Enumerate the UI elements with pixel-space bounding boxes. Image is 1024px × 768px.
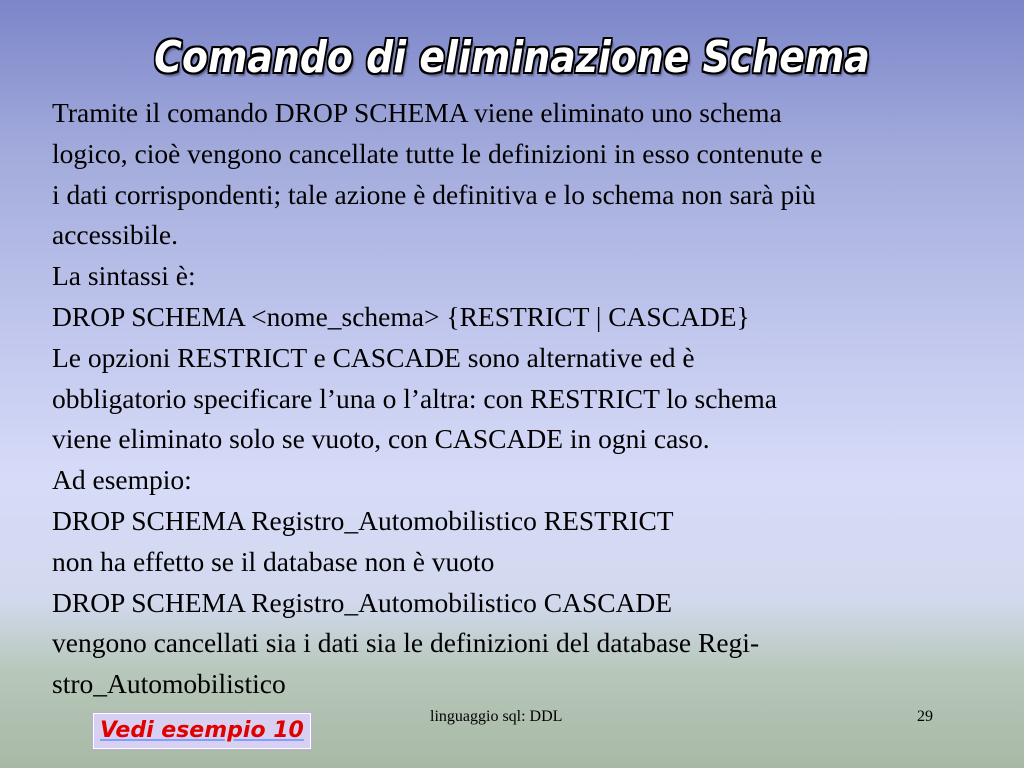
body-line: Ad esempio: — [52, 464, 192, 496]
body-line: DROP SCHEMA <nome_schema> {RESTRICT | CASCADE} — [52, 300, 750, 332]
body-line: logico, cioè vengono cancellate tutte le definizioni in esso contenute e — [52, 137, 823, 169]
slide-title: Comando di eliminazione Schema — [154, 32, 870, 83]
body-line: Le opzioni RESTRICT e CASCADE sono alternative ed è — [52, 341, 695, 373]
body-line: i dati corrispondenti; tale azione è definitiva e lo schema non sarà più — [52, 178, 816, 210]
body-line: viene eliminato solo se vuoto, con CASCADE in ogni caso. — [52, 423, 710, 455]
slide-footer: linguaggio sql: DDL — [430, 708, 563, 725]
body-line: obbligatorio specificare l’una o l’altra: con RESTRICT lo schema — [52, 382, 777, 414]
body-line: La sintassi è: — [52, 260, 196, 292]
slide-body — [52, 93, 1012, 705]
example-link-button[interactable]: Vedi esempio 10 — [93, 713, 311, 749]
body-line: DROP SCHEMA Registro_Automobilistico CASCADE — [52, 586, 673, 618]
body-line: accessibile. — [52, 219, 178, 251]
body-line: non ha effetto se il database non è vuoto — [52, 545, 495, 577]
body-line: stro_Automobilistico — [52, 668, 286, 700]
body-line: vengono cancellati sia i dati sia le definizioni del database Regi- — [52, 627, 760, 659]
body-line: DROP SCHEMA Registro_Automobilistico RESTRICT — [52, 504, 674, 536]
body-line: Tramite il comando DROP SCHEMA viene eliminato uno schema — [52, 97, 782, 128]
page-number: 29 — [917, 708, 933, 725]
